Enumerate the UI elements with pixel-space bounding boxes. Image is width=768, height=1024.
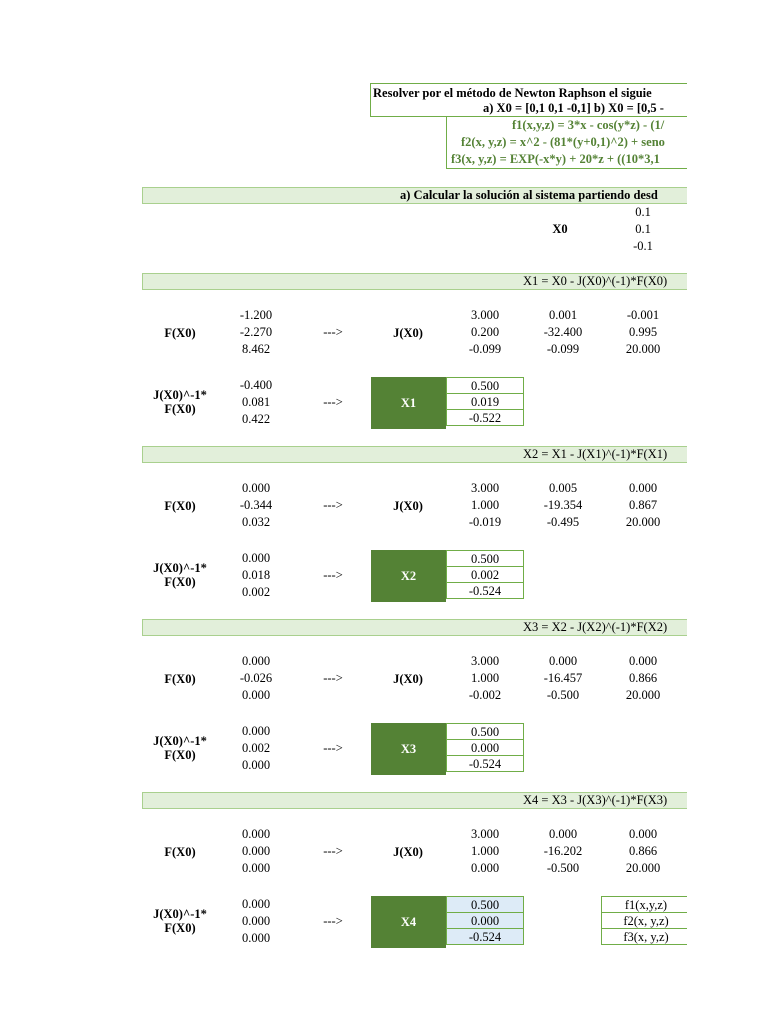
jacobian-cell: 20.000 [625, 515, 661, 529]
jacobian-cell: 3.000 [470, 481, 500, 495]
problem-title-box [370, 83, 687, 117]
jf-label-line1: J(X0)^-1* [153, 734, 207, 748]
jacobian-cell: -16.202 [543, 844, 583, 858]
x-result-cell: 0.500 [446, 896, 524, 913]
arrow-text: ---> [323, 741, 343, 755]
x-result-cell: -0.524 [446, 928, 524, 945]
f-value: 0.000 [241, 654, 271, 668]
arrow-text: ---> [323, 498, 343, 512]
arrow-text: ---> [323, 568, 343, 582]
jf-value: 0.000 [241, 724, 271, 738]
x-result-label: X4 [371, 896, 446, 948]
jf-label-line1: J(X0)^-1* [153, 561, 207, 575]
iteration-band [142, 619, 687, 636]
f-label: F(X0) [164, 326, 196, 340]
x0-value: 0.1 [635, 222, 651, 236]
x-result-values [446, 377, 524, 426]
f-value: -0.026 [239, 671, 273, 685]
jacobian-cell: 3.000 [470, 654, 500, 668]
x-result-label: X3 [371, 723, 446, 775]
jacobian-cell: 0.200 [470, 325, 500, 339]
jf-label-line2: F(X0) [164, 575, 196, 589]
jf-value: 0.000 [241, 931, 271, 945]
x-result-label: X1 [371, 377, 446, 429]
section-a-band [142, 187, 687, 204]
jacobian-cell: -0.001 [626, 308, 660, 322]
jf-value: 0.000 [241, 758, 271, 772]
jf-value: 0.018 [241, 568, 271, 582]
jacobian-cell: 1.000 [470, 498, 500, 512]
jacobian-cell: 20.000 [625, 861, 661, 875]
jacobian-cell: -0.495 [546, 515, 580, 529]
x-result-cell: 0.002 [446, 566, 524, 583]
jf-label-line1: J(X0)^-1* [153, 907, 207, 921]
jacobian-cell: -0.002 [468, 688, 502, 702]
jacobian-cell: 3.000 [470, 308, 500, 322]
f-value: 8.462 [241, 342, 271, 356]
f-value: -2.270 [239, 325, 273, 339]
j-label: J(X0) [393, 672, 423, 686]
x-result-cell: 0.019 [446, 393, 524, 410]
section-a-title: a) Calcular la solución al sistema partiendo desd [400, 188, 658, 202]
x-result-cell: 0.500 [446, 550, 524, 567]
f-label: F(X0) [164, 499, 196, 513]
arrow-text: ---> [323, 325, 343, 339]
jacobian-cell: 0.000 [628, 827, 658, 841]
jf-value: 0.002 [241, 585, 271, 599]
iteration-formula: X3 = X2 - J(X2)^(-1)*F(X2) [523, 620, 668, 634]
x-result-cell: 0.500 [446, 723, 524, 740]
jf-value: 0.000 [241, 914, 271, 928]
f-value: 0.000 [241, 844, 271, 858]
jacobian-cell: -0.500 [546, 688, 580, 702]
function-name-cell: f2(x, y,z) [601, 912, 687, 929]
x-result-cell: 0.000 [446, 739, 524, 756]
jacobian-cell: -16.457 [543, 671, 583, 685]
function-f3: f3(x, y,z) = EXP(-x*y) + 20*z + ((10*3,1 [451, 152, 660, 166]
jf-label-line1: J(X0)^-1* [153, 388, 207, 402]
x-result-values [446, 723, 524, 772]
jacobian-cell: -0.019 [468, 515, 502, 529]
function-name-cell: f3(x, y,z) [601, 928, 687, 945]
jacobian-cell: 0.005 [548, 481, 578, 495]
jf-label-line2: F(X0) [164, 921, 196, 935]
f-value: 0.032 [241, 515, 271, 529]
jf-label-line2: F(X0) [164, 748, 196, 762]
x0-label: X0 [552, 222, 568, 236]
jacobian-cell: 1.000 [470, 671, 500, 685]
jf-value: 0.422 [241, 412, 271, 426]
jacobian-cell: 0.866 [628, 671, 658, 685]
jacobian-cell: 3.000 [470, 827, 500, 841]
jacobian-cell: 0.000 [548, 654, 578, 668]
x0-value: 0.1 [635, 205, 651, 219]
function-f2: f2(x, y,z) = x^2 - (81*(y+0,1)^2) + seno [461, 135, 665, 149]
x-result-values [446, 550, 524, 599]
jacobian-cell: -19.354 [543, 498, 583, 512]
jacobian-cell: 1.000 [470, 844, 500, 858]
problem-title-line1: Resolver por el método de Newton Raphson el siguie [373, 86, 652, 100]
iteration-formula: X1 = X0 - J(X0)^(-1)*F(X0) [523, 274, 668, 288]
x-result-cell: 0.000 [446, 912, 524, 929]
iteration-band [142, 273, 687, 290]
x-result-cell: -0.524 [446, 755, 524, 772]
f-value: -1.200 [239, 308, 273, 322]
jacobian-cell: 0.000 [548, 827, 578, 841]
jf-value: 0.081 [241, 395, 271, 409]
jacobian-cell: -0.099 [546, 342, 580, 356]
f-value: 0.000 [241, 688, 271, 702]
jf-value: 0.000 [241, 551, 271, 565]
f-label: F(X0) [164, 672, 196, 686]
f-value: 0.000 [241, 827, 271, 841]
jacobian-cell: 0.000 [628, 654, 658, 668]
jacobian-cell: -0.500 [546, 861, 580, 875]
iteration-band [142, 792, 687, 809]
x-result-cell: -0.524 [446, 582, 524, 599]
f-value: 0.000 [241, 861, 271, 875]
j-label: J(X0) [393, 845, 423, 859]
jf-value: -0.400 [239, 378, 273, 392]
jacobian-cell: 0.001 [548, 308, 578, 322]
f-value: 0.000 [241, 481, 271, 495]
jacobian-cell: -0.099 [468, 342, 502, 356]
jf-value: 0.000 [241, 897, 271, 911]
jacobian-cell: 0.000 [628, 481, 658, 495]
jacobian-cell: 20.000 [625, 342, 661, 356]
iteration-band [142, 446, 687, 463]
jacobian-cell: 0.866 [628, 844, 658, 858]
problem-title-line2: a) X0 = [0,1 0,1 -0,1] b) X0 = [0,5 - [483, 101, 664, 115]
x-result-values [446, 896, 524, 945]
f-label: F(X0) [164, 845, 196, 859]
jf-label-line2: F(X0) [164, 402, 196, 416]
jacobian-cell: -32.400 [543, 325, 583, 339]
arrow-text: ---> [323, 671, 343, 685]
j-label: J(X0) [393, 499, 423, 513]
x-result-cell: 0.500 [446, 377, 524, 394]
f-value: -0.344 [239, 498, 273, 512]
function-f1: f1(x,y,z) = 3*x - cos(y*z) - (1/ [512, 118, 665, 132]
arrow-text: ---> [323, 844, 343, 858]
jacobian-cell: 0.000 [470, 861, 500, 875]
x-result-label: X2 [371, 550, 446, 602]
jacobian-cell: 20.000 [625, 688, 661, 702]
jf-value: 0.002 [241, 741, 271, 755]
arrow-text: ---> [323, 914, 343, 928]
function-name-cell: f1(x,y,z) [601, 896, 687, 913]
function-names [601, 896, 687, 945]
iteration-formula: X4 = X3 - J(X3)^(-1)*F(X3) [523, 793, 668, 807]
jacobian-cell: 0.995 [628, 325, 658, 339]
iteration-formula: X2 = X1 - J(X1)^(-1)*F(X1) [523, 447, 668, 461]
x-result-cell: -0.522 [446, 409, 524, 426]
x0-value: -0.1 [633, 239, 653, 253]
jacobian-cell: 0.867 [628, 498, 658, 512]
functions-box [446, 117, 687, 169]
arrow-text: ---> [323, 395, 343, 409]
j-label: J(X0) [393, 326, 423, 340]
